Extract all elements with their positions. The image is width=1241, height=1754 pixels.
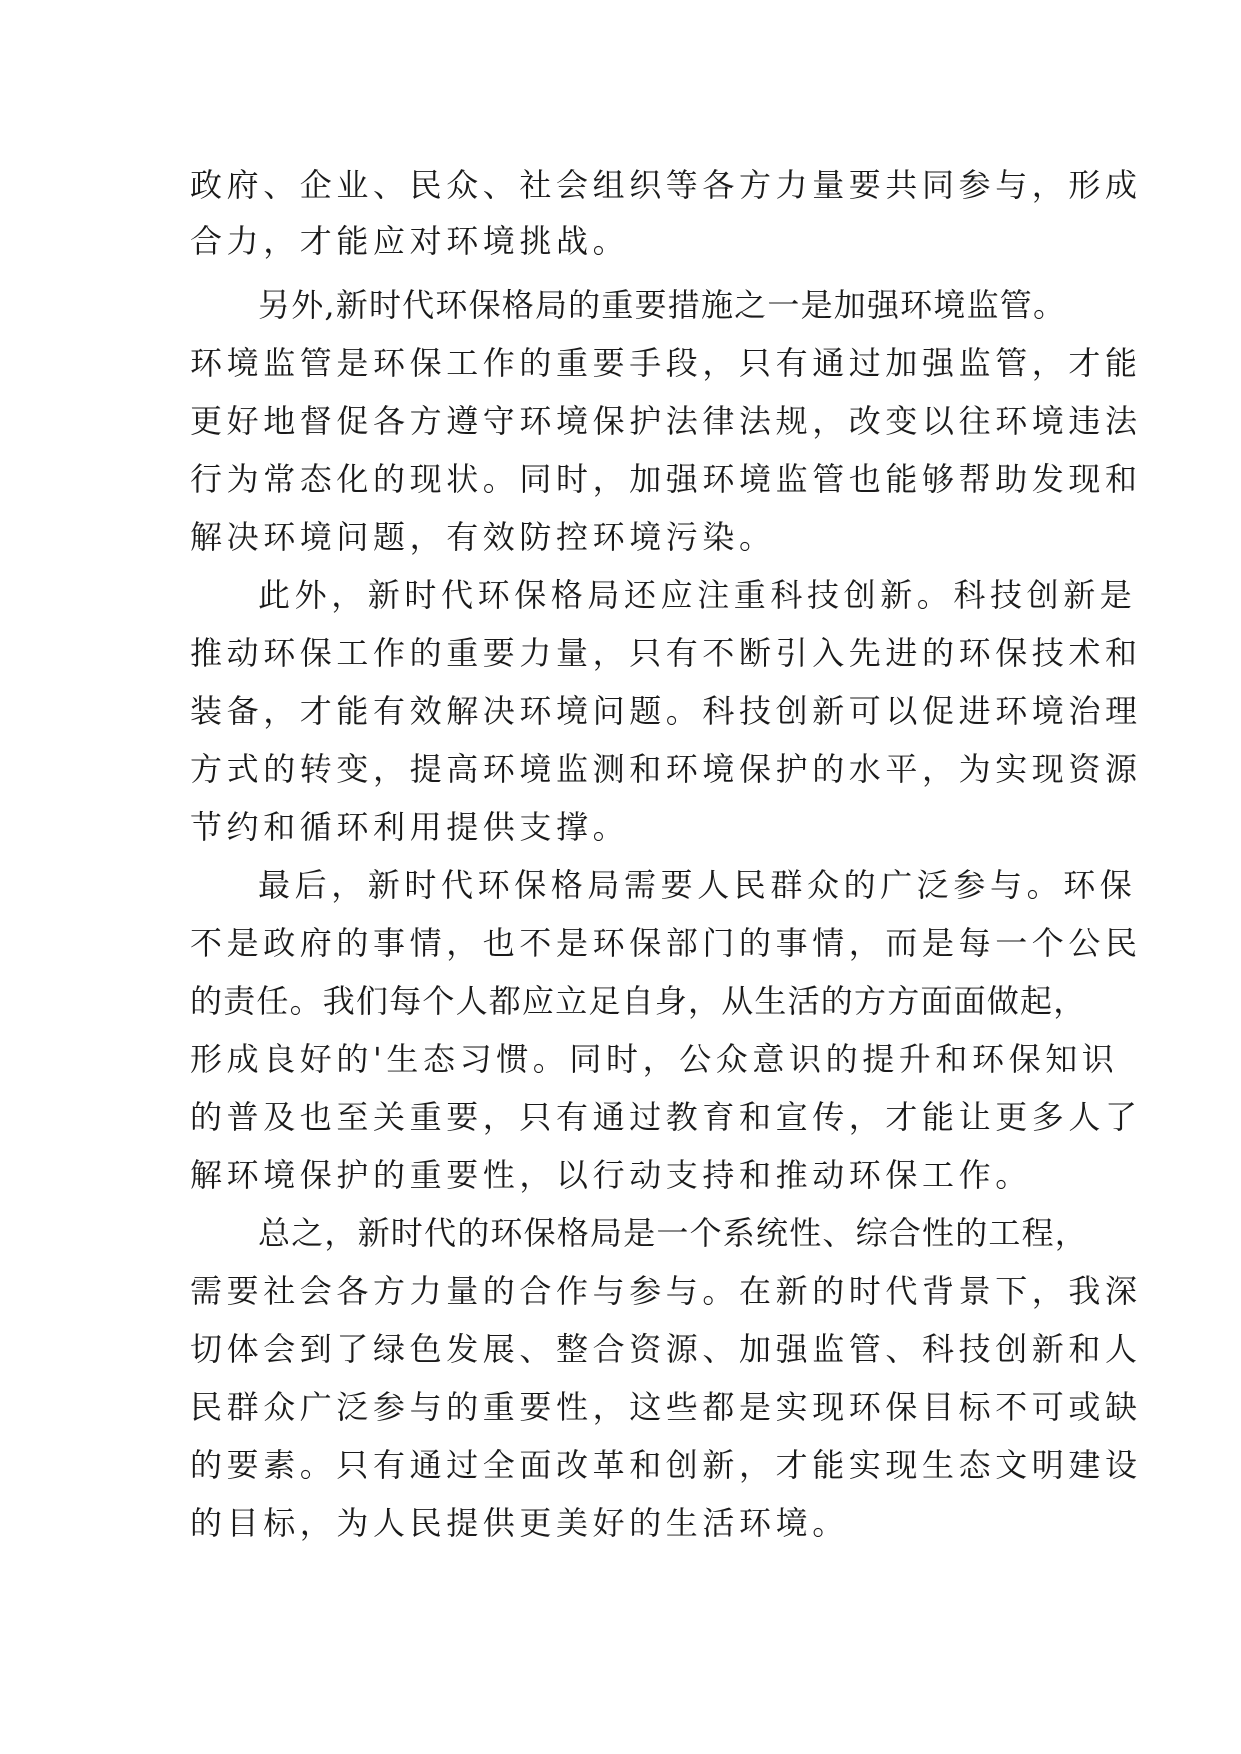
text-line-23: 的要素。只有通过全面改革和创新，才能实现生态文明建设: [190, 1446, 1142, 1484]
text-line-5: 更好地督促各方遵守环境保护法律法规，改变以往环境违法: [190, 402, 1142, 440]
text-line-9: 推动环保工作的重要力量，只有不断引入先进的环保技术和: [190, 634, 1142, 672]
text-line-20: 需要社会各方力量的合作与参与。在新的时代背景下，我深: [190, 1272, 1142, 1310]
text-line-15: 的责任。我们每个人都应立足自身，从生活的方方面面做起，: [190, 982, 1087, 1020]
text-line-21: 切体会到了绿色发展、整合资源、加强监管、科技创新和人: [190, 1330, 1142, 1368]
text-line-18: 解环境保护的重要性，以行动支持和推动环保工作。: [190, 1156, 1032, 1194]
text-line-10: 装备，才能有效解决环境问题。科技创新可以促进环境治理: [190, 692, 1142, 730]
text-line-8: 此外，新时代环保格局还应注重科技创新。科技创新是: [258, 576, 1137, 614]
text-line-3: 另外,新时代环保格局的重要措施之一是加强环境监管。: [258, 286, 1067, 324]
text-line-12: 节约和循环利用提供支撑。: [190, 808, 630, 846]
text-line-2: 合力，才能应对环境挑战。: [190, 222, 630, 260]
text-line-7: 解决环境问题，有效防控环境污染。: [190, 518, 776, 556]
text-line-17: 的普及也至关重要，只有通过教育和宣传，才能让更多人了: [190, 1098, 1142, 1136]
text-line-16: 形成良好的'生态习惯。同时，公众意识的提升和环保知识: [190, 1040, 1119, 1078]
text-line-24: 的目标，为人民提供更美好的生活环境。: [190, 1504, 849, 1542]
text-line-13: 最后，新时代环保格局需要人民群众的广泛参与。环保: [258, 866, 1137, 904]
text-line-6: 行为常态化的现状。同时，加强环境监管也能够帮助发现和: [190, 460, 1142, 498]
text-line-11: 方式的转变，提高环境监测和环境保护的水平，为实现资源: [190, 750, 1142, 788]
text-line-22: 民群众广泛参与的重要性，这些都是实现环保目标不可或缺: [190, 1388, 1142, 1426]
text-line-14: 不是政府的事情，也不是环保部门的事情，而是每一个公民: [190, 924, 1142, 962]
text-line-19: 总之，新时代的环保格局是一个系统性、综合性的工程，: [258, 1214, 1089, 1252]
text-line-1: 政府、企业、民众、社会组织等各方力量要共同参与，形成: [190, 166, 1142, 204]
text-line-4: 环境监管是环保工作的重要手段，只有通过加强监管，才能: [190, 344, 1142, 382]
